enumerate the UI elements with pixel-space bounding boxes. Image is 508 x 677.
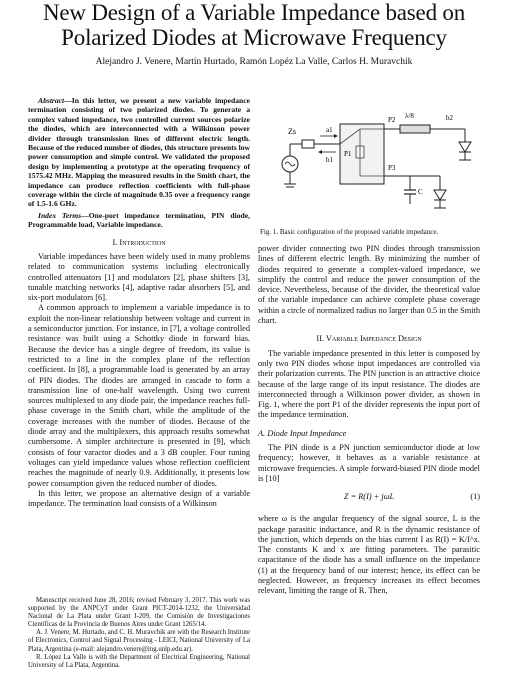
section-heading-introduction: I. Introduction bbox=[112, 237, 166, 247]
section-heading-design: II. Variable Impedance Design bbox=[316, 334, 422, 344]
lambda-label: λ/8 bbox=[405, 112, 414, 120]
diode-paragraph-2: where ω is the angular frequency of the signal source, L is the package parasitic inductance, and R is the dynamic resistance of the junction, which depends on the bias current I as R(I) = K/I^x. The constants K and x are fitting parameters. The parasitic capacitance of the diode has a small influence on the impedance (1) at the frequency band of our interest; hence, its effect can be neglected. However, as frequency increases its effect becomes relevant, limiting the range of R. Then, bbox=[258, 514, 480, 596]
circuit-svg bbox=[260, 94, 482, 230]
paper-title bbox=[0, 0, 508, 50]
zs-label: Zs bbox=[288, 127, 296, 136]
index-terms bbox=[28, 211, 250, 230]
footnote bbox=[28, 597, 250, 670]
footnote-affiliation-2: R. López La Valle is with the Department of Electrical Engineering, National University of La Plata, Argentina. bbox=[28, 653, 250, 669]
sine-wave-icon bbox=[285, 162, 295, 166]
b2-label: b2 bbox=[446, 114, 453, 122]
intro-paragraph-1: Variable impedances have been widely used in many problems related to communication systems including electronically controlled attenuators [1] and modulators [2], phase shifters [3], tunable matching networks [4], adaptive radar absorbers [5], and six-port modulators [6]. bbox=[28, 251, 250, 303]
left-column bbox=[28, 96, 250, 509]
index-terms-text: —One-port impedance termination, PIN diode, Programmable load, Variable impedance. bbox=[28, 210, 250, 230]
source-impedance-icon bbox=[302, 140, 314, 148]
p1-label: P1 bbox=[344, 150, 352, 158]
equation-expression: Z = R(I) + jωL bbox=[343, 492, 395, 502]
title-line-2: Polarized Diodes at Microwave Frequency bbox=[61, 25, 447, 50]
abstract-text: —In this letter, we present a new variable impedance termination consisting of two polarized diodes. To generate a complex valued impedance, two controlled current sources polarize the diodes, which are interconnected with a Wilkinson power divider through transmission lines of different electric length. Because of the reduced number of diodes, this structure presents low power consumption and simple control. We validated the proposed design by implementing a prototype at the operating frequency of 1575.42 MHz. Mapping the measured results in the Smith chart, the impedance can produce reflection coefficients with full-phase coverage within the circle of magnitude 0.35 over a frequency range of 1.5-1.6 GHz. bbox=[28, 96, 250, 209]
equation-1 bbox=[258, 492, 480, 506]
footnote-affiliation-1: A. J. Venere, M. Hurtado, and C. H. Muravchik are with the Research Institute of Electronics, Control and Signal Processing - LEICI, National University of La Plata, Argentina (e-mail: alejandro.venere@ing.unlp.edu.ar). bbox=[28, 629, 250, 653]
figure-caption: Fig. 1. Basic configuration of the proposed variable impedance. bbox=[260, 228, 439, 236]
abstract bbox=[28, 96, 250, 209]
author-list: Alejandro J. Venere, Martín Hurtado, Ramón Lopéz La Valle, Carlos H. Muravchik bbox=[95, 57, 413, 67]
intro-paragraph-3: In this letter, we propose an alternative design of a variable impedance. The termination load consists of a Wilkinson bbox=[28, 488, 250, 509]
right-column bbox=[258, 244, 480, 597]
equation-number: (1) bbox=[470, 492, 480, 502]
footnote-manuscript: Manuscript received June 28, 2016; revised February 3, 2017. This work was supported by the ANPCyT under Grant PICT-2014-1232, the Universidad Nacional de La Plata under Grant I-209, the Comisión de Investigaciones Científicas de la Provincia de Buenos Aires under Grant 1265/14. bbox=[28, 597, 250, 629]
p2-label: P2 bbox=[388, 116, 396, 124]
p3-label: P3 bbox=[388, 164, 396, 172]
intro-continuation: power divider connecting two PIN diodes through transmission lines of different electric length. By minimizing the number of diodes required to generate a complex-valued impedance, we simplify the control and reduce the power consumption of the device. Nevertheless, because of the divider, the theoretical value of the variable impedance can achieve complete phase coverage within a circle of normalized radius no larger than 0.5 in the Smith chart. bbox=[258, 244, 480, 326]
pin-diode-top-icon bbox=[459, 142, 471, 152]
index-terms-label: Index Terms bbox=[38, 210, 82, 220]
transmission-line-icon bbox=[400, 125, 430, 133]
diode-paragraph-1: The PIN diode is a PN junction semiconductor diode at low frequency; however, it behaves as a variable resistance at microwave frequencies. A simple forward-biased PIN diode model is [10] bbox=[258, 443, 480, 483]
b1-label: b1 bbox=[326, 156, 333, 164]
subsection-heading-diode: A. Diode Input Impedance bbox=[258, 428, 347, 438]
design-paragraph-1: The variable impedance presented in this letter is composed by only two PIN diodes whose input impedances are controlled via their polarization currents. The PIN junction is an attractive choice because of the large range of its input resistance. The diodes are interconnected through a Wilkinson power divider, as shown in Fig. 1, where the port P1 of the divider represents the input port of the impedance termination. bbox=[258, 348, 480, 420]
figure-1-circuit-diagram bbox=[260, 94, 482, 230]
abstract-label: Abstract bbox=[38, 96, 65, 105]
title-line-1: New Design of a Variable Impedance based on bbox=[42, 0, 466, 25]
intro-paragraph-2: A common approach to implement a variable impedance is to exploit the non-linear relationship between voltage and current in a semiconductor junction. For instance, in [7], a voltage controlled resistance was built using a Schottky diode in forward bias. Because the device has a single degree of freedom, its value is restricted to a line in the complex plane of the reflection coefficient. In [8], a programmable load is generated by an array of PIN diodes. The diodes are arranged in cascade to form a transmission line of one-half wavelength. Using two current sources multiplexed to any diode pair, the impedance reaches full-phase coverage in the Smith chart, while the amplitude of the coverage increases with the number of diodes. Because of the diode array and the multiplexers, this approach results somewhat cumbersome. A simpler architecture is presented in [9], which consists of four varactor diodes and a 3 dB coupler. Four tuning voltages can yield impedance values whose reflection coefficient reaches the magnitude of nearly 0.9. Additionally, it presents low power consumption given the reduced number of diodes. bbox=[28, 303, 250, 488]
a1-label: a1 bbox=[326, 126, 333, 134]
c-label: C bbox=[418, 188, 423, 196]
pin-diode-bottom-icon bbox=[434, 190, 446, 200]
